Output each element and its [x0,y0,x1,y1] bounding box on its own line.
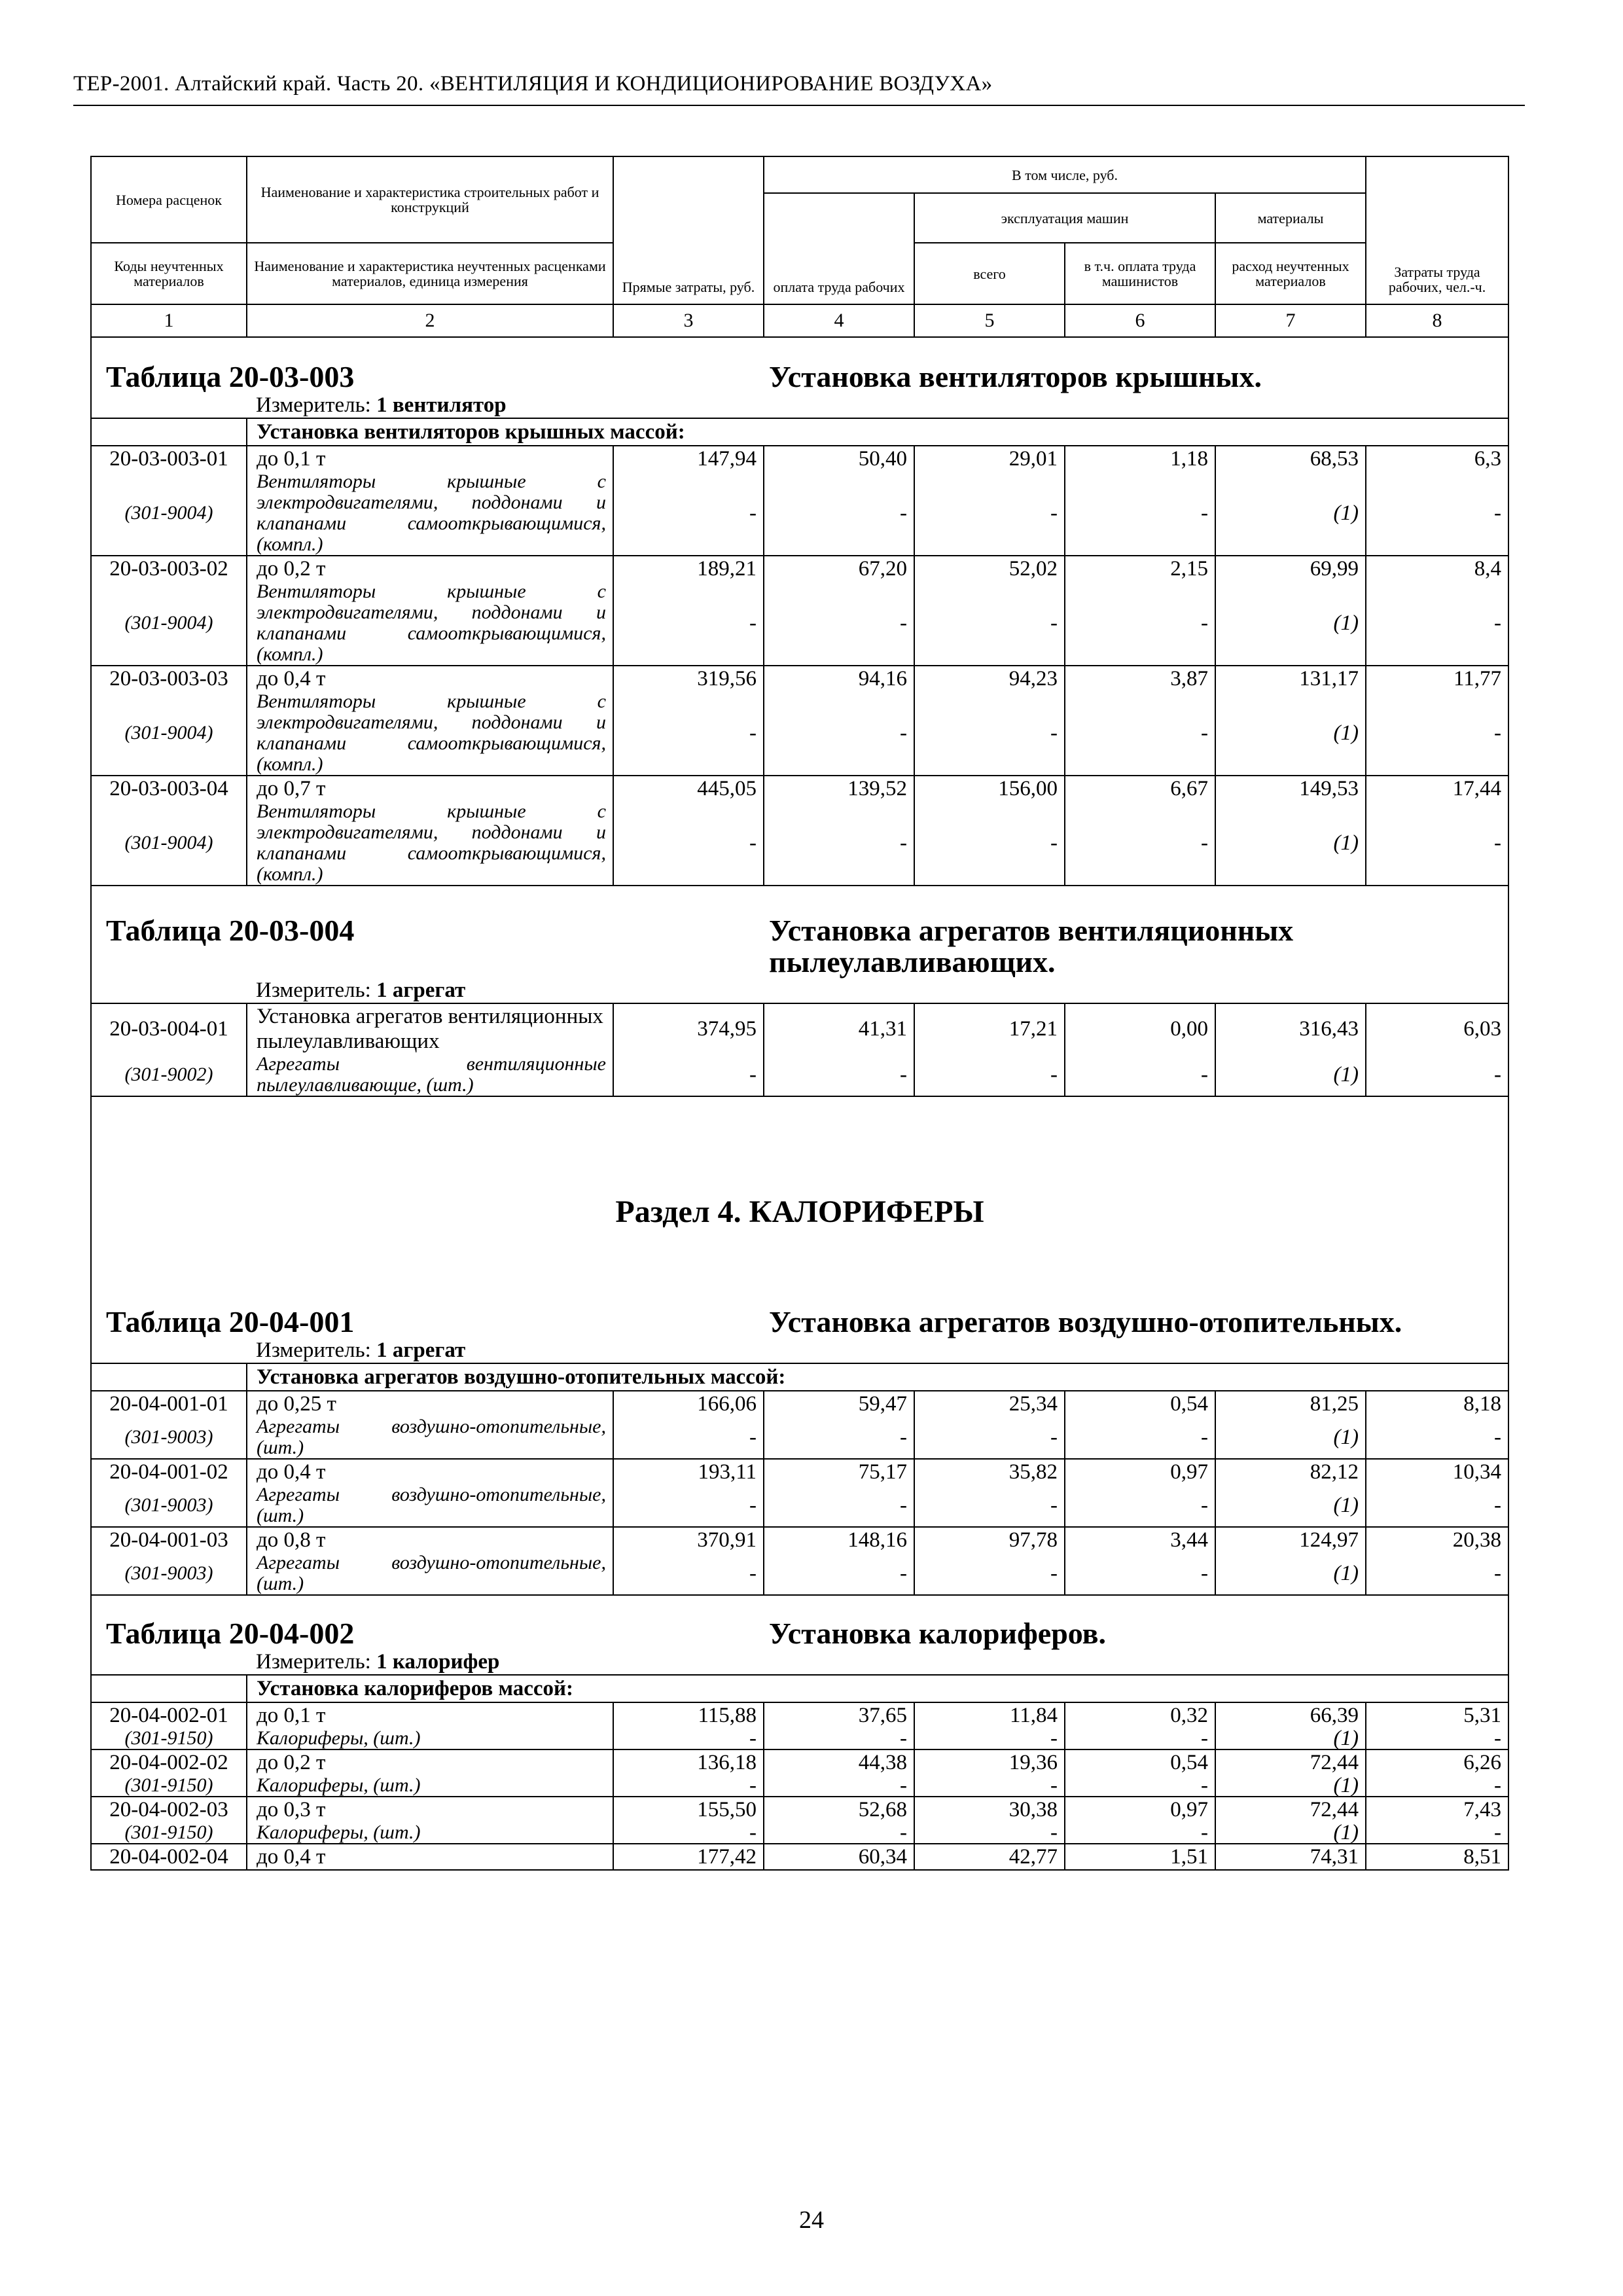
material-value: - [914,1822,1065,1844]
table-title: Установка вентиляторов крышных. [769,360,1262,393]
material-row [91,691,1508,776]
page-header: ТЕР-2001. Алтайский край. Часть 20. «ВЕНТИЛЯЦИЯ И КОНДИЦИОНИРОВАНИЕ ВОЗДУХА» [73,72,993,96]
table-row [91,1003,1508,1054]
material-value: - [1065,801,1215,886]
rate-name: до 0,3 т [247,1797,613,1822]
material-value: (1) [1215,471,1366,556]
value-cell: 37,65 [764,1702,914,1728]
rates-table [90,156,1509,1871]
material-value: - [1366,1552,1508,1595]
rate-code: 20-04-001-02 [91,1459,247,1484]
material-name: Вентиляторы крышные с электродвигателями, поддонами и клапанами самооткрывающимися, (компл.) [247,801,613,886]
material-value: - [1366,1484,1508,1527]
group-row [91,1363,1508,1391]
value-cell: 50,40 [764,446,914,471]
value-cell: 6,26 [1366,1749,1508,1775]
material-value: - [613,1054,764,1096]
rate-name: до 0,1 т [247,1702,613,1728]
col-1-header-top: Номера расценок [91,156,247,243]
material-row [91,1822,1508,1844]
unit-label: Измеритель: [256,1650,371,1674]
material-name: Агрегаты воздушно-отопительные, (шт.) [247,1552,613,1595]
table-body [91,337,1508,1870]
col-1-header-bottom: Коды неучтенных материалов [91,243,247,304]
value-cell: 0,54 [1065,1749,1215,1775]
col-4-header: оплата труда рабочих [764,193,914,304]
value-cell: 5,31 [1366,1702,1508,1728]
material-row [91,1728,1508,1749]
unit-value: 1 агрегат [376,978,466,1002]
rate-code: 20-04-002-04 [91,1844,247,1870]
column-number: 4 [764,304,914,337]
group-title: Установка агрегатов воздушно-отопительных массой: [247,1363,1508,1391]
value-cell: 10,34 [1366,1459,1508,1484]
material-name: Вентиляторы крышные с электродвигателями, поддонами и клапанами самооткрывающимися, (компл.) [247,581,613,666]
material-value: - [1065,1484,1215,1527]
value-cell: 0,00 [1065,1003,1215,1054]
value-cell: 72,44 [1215,1749,1366,1775]
material-value: - [914,471,1065,556]
measurement-unit [247,1649,1508,1675]
material-value: (1) [1215,1775,1366,1797]
material-code: (301-9004) [124,612,213,634]
value-cell: 30,38 [914,1797,1065,1822]
column-number: 6 [1065,304,1215,337]
group-spacer [91,1675,247,1702]
material-value: - [764,471,914,556]
material-code: (301-9003) [124,1494,213,1516]
value-cell: 94,16 [764,666,914,691]
value-cell: 139,52 [764,776,914,801]
rate-name: до 0,4 т [247,666,613,691]
value-cell: 319,56 [613,666,764,691]
material-code: (301-9004) [124,722,213,744]
value-cell: 1,18 [1065,446,1215,471]
value-cell: 3,87 [1065,666,1215,691]
group-title: Установка вентиляторов крышных массой: [247,418,1508,446]
material-value: - [1366,1054,1508,1096]
rate-code: 20-03-003-02 [91,556,247,581]
value-cell: 374,95 [613,1003,764,1054]
material-value: (1) [1215,691,1366,776]
rate-code: 20-03-003-04 [91,776,247,801]
table-title-row [91,337,1508,393]
column-number: 8 [1366,304,1508,337]
material-code: (301-9003) [124,1562,213,1584]
material-row [91,801,1508,886]
rate-name: до 0,25 т [247,1391,613,1416]
material-value: - [914,1054,1065,1096]
value-cell: 0,54 [1065,1391,1215,1416]
unit-value: 1 вентилятор [376,393,507,417]
material-value: - [1366,1728,1508,1749]
rate-name: до 0,7 т [247,776,613,801]
header-rule [73,105,1525,106]
material-value: - [914,1775,1065,1797]
material-value: - [1366,801,1508,886]
table-row [91,666,1508,691]
value-cell: 166,06 [613,1391,764,1416]
col-3-header: Прямые затраты, руб. [613,156,764,304]
material-name: Калориферы, (шт.) [247,1728,613,1749]
material-value: - [613,801,764,886]
measurement-unit [247,978,1508,1003]
material-row [91,1054,1508,1096]
value-cell: 1,51 [1065,1844,1215,1870]
value-cell: 75,17 [764,1459,914,1484]
rate-code: 20-03-004-01 [91,1003,247,1054]
material-value: (1) [1215,1484,1366,1527]
material-value: - [613,1552,764,1595]
material-code: (301-9002) [124,1064,213,1085]
col-6-header: в т.ч. оплата труда машинистов [1065,243,1215,304]
material-value: (1) [1215,1054,1366,1096]
unit-spacer [91,393,247,418]
value-cell: 67,20 [764,556,914,581]
material-name: Агрегаты воздушно-отопительные, (шт.) [247,1484,613,1527]
material-value: (1) [1215,1552,1366,1595]
value-cell: 8,18 [1366,1391,1508,1416]
table-title-row [91,1595,1508,1649]
value-cell: 124,97 [1215,1527,1366,1552]
section-title: Раздел 4. КАЛОРИФЕРЫ [91,1096,1508,1306]
rate-code: 20-04-002-01 [91,1702,247,1728]
column-number: 3 [613,304,764,337]
value-cell: 52,02 [914,556,1065,581]
value-cell: 68,53 [1215,446,1366,471]
material-value: - [1065,1775,1215,1797]
value-cell: 59,47 [764,1391,914,1416]
col-5-header: всего [914,243,1065,304]
unit-row [91,1649,1508,1675]
page-number: 24 [799,2206,824,2234]
rate-name: до 0,2 т [247,1749,613,1775]
material-value: - [1065,1728,1215,1749]
material-value: - [764,1552,914,1595]
value-cell: 156,00 [914,776,1065,801]
unit-row [91,393,1508,418]
including-header: В том числе, руб. [764,156,1366,193]
unit-spacer [91,978,247,1003]
value-cell: 11,84 [914,1702,1065,1728]
material-value: - [914,581,1065,666]
rate-code: 20-04-001-03 [91,1527,247,1552]
table-title: Установка калориферов. [764,1595,1508,1649]
group-title: Установка калориферов массой: [247,1675,1508,1702]
value-cell: 29,01 [914,446,1065,471]
value-cell: 189,21 [613,556,764,581]
material-value: - [914,1552,1065,1595]
unit-value: 1 агрегат [376,1338,466,1362]
material-value: - [613,1484,764,1527]
material-value: - [1366,1822,1508,1844]
value-cell: 81,25 [1215,1391,1366,1416]
material-value: (1) [1215,1728,1366,1749]
material-value: - [914,1484,1065,1527]
table-title: Установка агрегатов вентиляционных пылеулавливающих. [764,886,1508,978]
rate-code: 20-04-002-02 [91,1749,247,1775]
value-cell: 193,11 [613,1459,764,1484]
unit-row [91,1338,1508,1363]
value-cell: 20,38 [1366,1527,1508,1552]
section-row [91,1096,1508,1306]
value-cell: 19,36 [914,1749,1065,1775]
material-name: Калориферы, (шт.) [247,1775,613,1797]
value-cell: 66,39 [1215,1702,1366,1728]
value-cell: 3,44 [1065,1527,1215,1552]
col-2-header-bottom: Наименование и характеристика неучтенных расценками материалов, единица измерения [247,243,613,304]
value-cell: 136,18 [613,1749,764,1775]
table-title-row [91,1306,1508,1338]
material-value: - [764,1484,914,1527]
unit-row [91,978,1508,1003]
material-code: (301-9004) [124,502,213,524]
material-code: (301-9004) [124,832,213,853]
table-row [91,1702,1508,1728]
unit-spacer [91,1649,247,1675]
table-row [91,1797,1508,1822]
unit-label: Измеритель: [256,978,371,1002]
material-value: - [764,1416,914,1459]
value-cell: 94,23 [914,666,1065,691]
value-cell: 72,44 [1215,1797,1366,1822]
material-value: - [613,581,764,666]
rate-code: 20-03-003-01 [91,446,247,471]
material-value: - [764,1822,914,1844]
value-cell: 0,97 [1065,1459,1215,1484]
value-cell: 370,91 [613,1527,764,1552]
material-row [91,1775,1508,1797]
measurement-unit [247,1338,1508,1363]
rate-code: 20-03-003-03 [91,666,247,691]
material-value: - [1065,1054,1215,1096]
material-name: Агрегаты вентиляционные пылеулавливающие, (шт.) [247,1054,613,1096]
column-number: 1 [91,304,247,337]
value-cell: 74,31 [1215,1844,1366,1870]
value-cell: 41,31 [764,1003,914,1054]
table-row [91,556,1508,581]
material-value: - [1366,1416,1508,1459]
material-value: - [1065,581,1215,666]
material-row [91,1416,1508,1459]
col-8-header: Затраты труда рабочих, чел.-ч. [1366,156,1508,304]
rate-name: до 0,2 т [247,556,613,581]
material-value: - [914,691,1065,776]
value-cell: 17,21 [914,1003,1065,1054]
value-cell: 69,99 [1215,556,1366,581]
table-label: Таблица 20-04-001 [106,1305,355,1338]
material-name: Вентиляторы крышные с электродвигателями, поддонами и клапанами самооткрывающимися, (компл.) [247,691,613,776]
material-value: - [1065,1552,1215,1595]
value-cell: 177,42 [613,1844,764,1870]
value-cell: 2,15 [1065,556,1215,581]
material-value: - [613,691,764,776]
col-7-header: расход неучтенных материалов [1215,243,1366,304]
table-label: Таблица 20-03-003 [106,360,355,393]
col-2-header-top: Наименование и характеристика строительных работ и конструкций [247,156,613,243]
material-value: - [1065,1822,1215,1844]
material-value: - [914,1728,1065,1749]
material-value: - [764,1054,914,1096]
material-name: Калориферы, (шт.) [247,1822,613,1844]
material-value: - [1366,691,1508,776]
material-value: - [764,581,914,666]
unit-value: 1 калорифер [376,1650,500,1674]
material-value: - [1065,1416,1215,1459]
measurement-unit [247,393,1508,418]
materials-header: материалы [1215,193,1366,243]
rate-name: Установка агрегатов вентиляционных пылеулавливающих [247,1003,613,1054]
material-value: - [613,1822,764,1844]
material-value: - [764,1728,914,1749]
rate-name: до 0,4 т [247,1459,613,1484]
rate-name: до 0,4 т [247,1844,613,1870]
material-name: Вентиляторы крышные с электродвигателями, поддонами и клапанами самооткрывающимися, (компл.) [247,471,613,556]
value-cell: 148,16 [764,1527,914,1552]
column-numbers-row [91,304,1508,337]
value-cell: 8,4 [1366,556,1508,581]
table-row [91,1749,1508,1775]
value-cell: 6,3 [1366,446,1508,471]
value-cell: 6,03 [1366,1003,1508,1054]
column-number: 2 [247,304,613,337]
material-value: - [1366,471,1508,556]
table-row [91,1391,1508,1416]
material-value: (1) [1215,1416,1366,1459]
material-value: - [1366,581,1508,666]
material-code: (301-9150) [124,1774,213,1796]
value-cell: 60,34 [764,1844,914,1870]
value-cell: 44,38 [764,1749,914,1775]
material-value: - [764,1775,914,1797]
table-row [91,1459,1508,1484]
material-code: (301-9003) [124,1426,213,1448]
table-row [91,446,1508,471]
value-cell: 147,94 [613,446,764,471]
table-row [91,1527,1508,1552]
rate-name: до 0,8 т [247,1527,613,1552]
material-value: (1) [1215,581,1366,666]
group-row [91,418,1508,446]
group-spacer [91,1363,247,1391]
value-cell: 131,17 [1215,666,1366,691]
material-value: - [613,1416,764,1459]
unit-spacer [91,1338,247,1363]
value-cell: 115,88 [613,1702,764,1728]
material-value: (1) [1215,1822,1366,1844]
material-value: - [613,471,764,556]
value-cell: 82,12 [1215,1459,1366,1484]
group-spacer [91,418,247,446]
material-row [91,471,1508,556]
group-row [91,1675,1508,1702]
material-value: - [1065,471,1215,556]
material-value: - [914,801,1065,886]
value-cell: 149,53 [1215,776,1366,801]
value-cell: 0,32 [1065,1702,1215,1728]
unit-label: Измеритель: [256,393,371,417]
value-cell: 42,77 [914,1844,1065,1870]
value-cell: 0,97 [1065,1797,1215,1822]
rate-code: 20-04-001-01 [91,1391,247,1416]
value-cell: 316,43 [1215,1003,1366,1054]
value-cell: 35,82 [914,1459,1065,1484]
material-value: (1) [1215,801,1366,886]
table-label: Таблица 20-04-002 [91,1595,764,1649]
machines-header: эксплуатация машин [914,193,1215,243]
rate-name: до 0,1 т [247,446,613,471]
column-number: 5 [914,304,1065,337]
material-code: (301-9150) [124,1821,213,1843]
value-cell: 155,50 [613,1797,764,1822]
table-label: Таблица 20-03-004 [91,886,764,978]
value-cell: 25,34 [914,1391,1065,1416]
value-cell: 8,51 [1366,1844,1508,1870]
value-cell: 17,44 [1366,776,1508,801]
value-cell: 7,43 [1366,1797,1508,1822]
table-row [91,1844,1508,1870]
material-value: - [613,1728,764,1749]
rate-code: 20-04-002-03 [91,1797,247,1822]
material-value: - [764,691,914,776]
table-title: Установка агрегатов воздушно-отопительных. [769,1305,1402,1338]
material-value: - [1065,691,1215,776]
table-row [91,776,1508,801]
material-row [91,1484,1508,1527]
material-value: - [1366,1775,1508,1797]
table-title-row [91,886,1508,978]
value-cell: 445,05 [613,776,764,801]
material-row [91,581,1508,666]
column-number: 7 [1215,304,1366,337]
value-cell: 6,67 [1065,776,1215,801]
material-name: Агрегаты воздушно-отопительные, (шт.) [247,1416,613,1459]
material-value: - [764,801,914,886]
material-value: - [613,1775,764,1797]
material-row [91,1552,1508,1595]
value-cell: 97,78 [914,1527,1065,1552]
unit-label: Измеритель: [256,1338,371,1362]
material-code: (301-9150) [124,1727,213,1749]
material-value: - [914,1416,1065,1459]
value-cell: 52,68 [764,1797,914,1822]
value-cell: 11,77 [1366,666,1508,691]
